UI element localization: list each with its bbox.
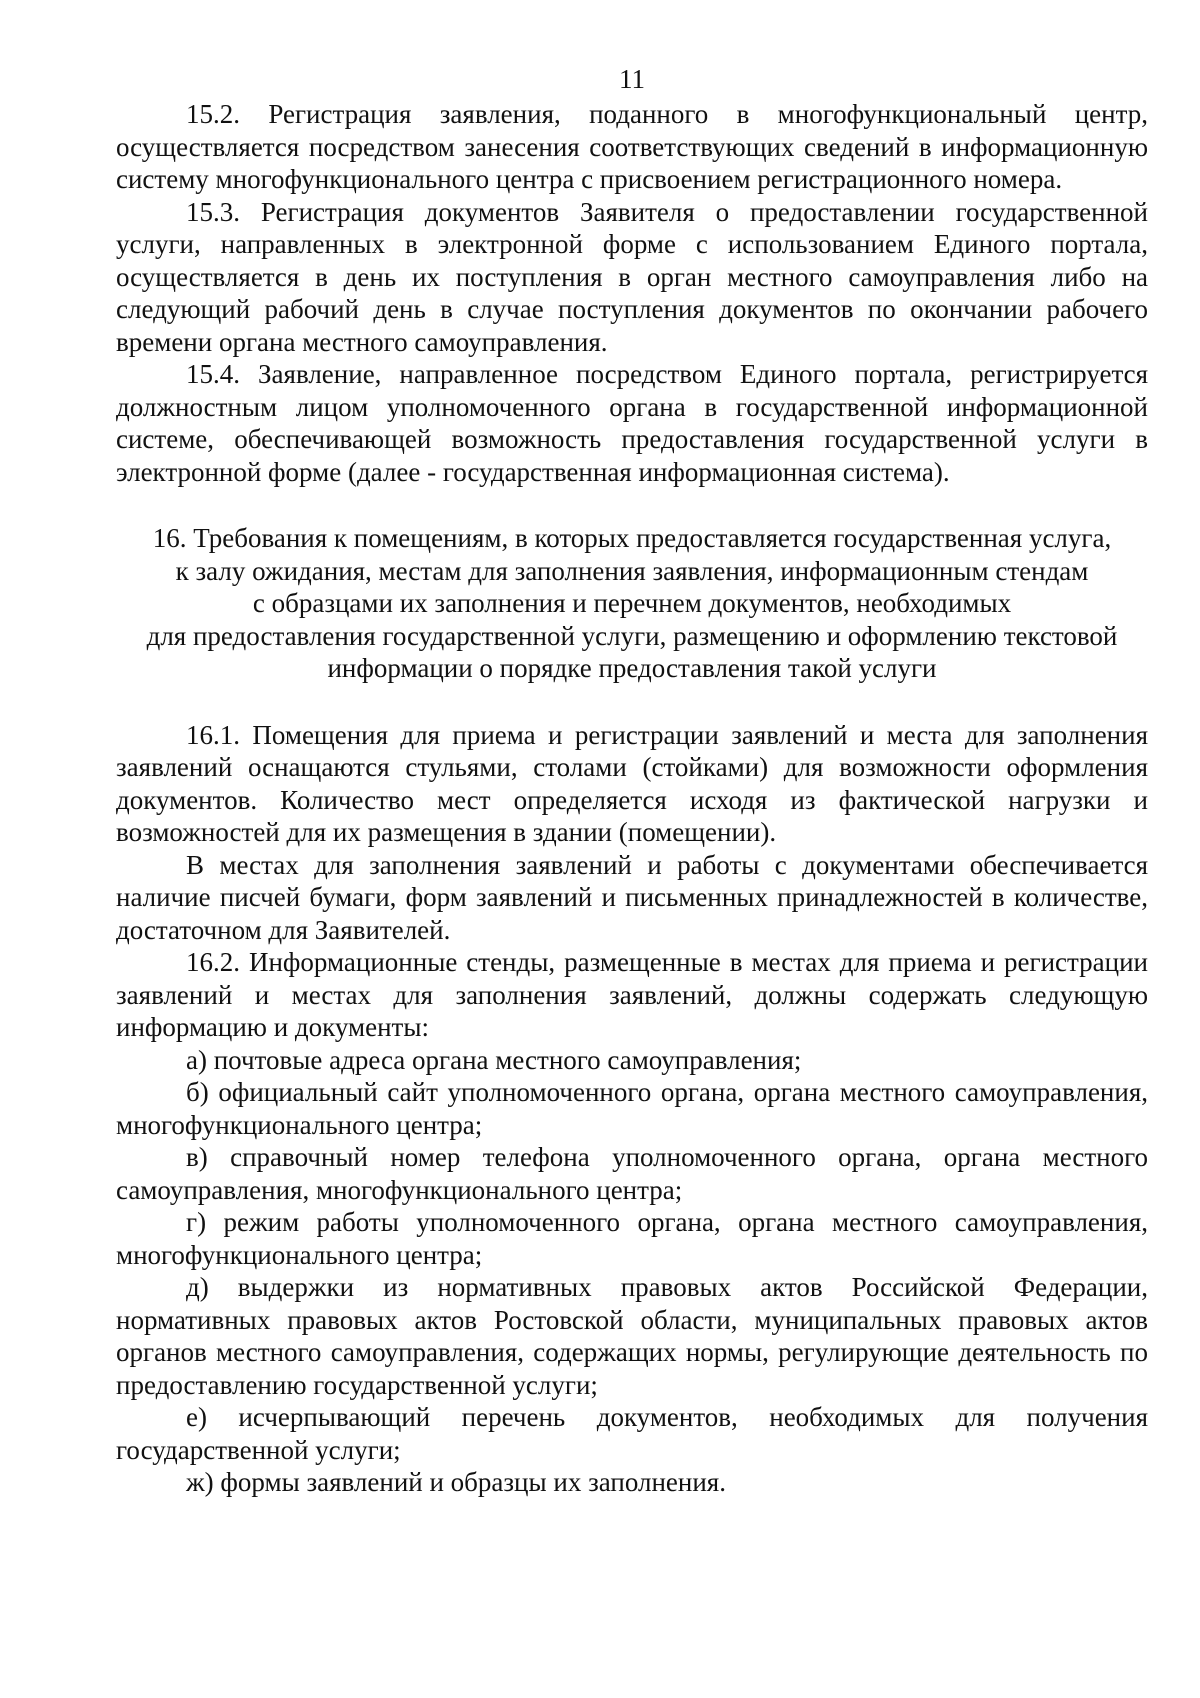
section-heading-16	[116, 522, 1148, 685]
list-item-d: д) выдержки из нормативных правовых актов Российской Федерации, нормативных правовых актов Ростовской области, муниципальных правовых актов органов местного самоуправления, содержащих нормы, регулирующие деятельность по предоставлению государственной услуги;	[116, 1272, 1148, 1400]
heading-line: к залу ожидания, местам для заполнения заявления, информационным стендам	[175, 555, 1089, 586]
list-item-e: е) исчерпывающий перечень документов, необходимых для получения государственной услуги;	[116, 1402, 1148, 1465]
paragraph-16-2: 16.2. Информационные стенды, размещенные в местах для приема и регистрации заявлений и местах для заполнения заявлений, должны содержать следующую информацию и документы:	[116, 947, 1148, 1042]
list-item-zh: ж) формы заявлений и образцы их заполнения.	[186, 1467, 726, 1497]
paragraph-15-2: 15.2. Регистрация заявления, поданного в многофункциональный центр, осуществляется посредством занесения соответствующих сведений в информационную систему многофункционального центра с присвоением регистрационного номера.	[116, 99, 1148, 194]
paragraph-15-3: 15.3. Регистрация документов Заявителя о предоставлении государственной услуги, направленных в электронной форме с использованием Единого портала, осуществляется в день их поступления в орган местного самоуправления либо на следующий рабочий день в случае поступления документов по окончании рабочего времени органа местного самоуправления.	[116, 196, 1148, 357]
paragraph-15-4: 15.4. Заявление, направленное посредством Единого портала, регистрируется должностным лицом уполномоченного органа в государственной информационной системе, обеспечивающей возможность предоставления государственной услуги в электронной форме (далее - государственная информационная система).	[116, 359, 1148, 487]
heading-line: для предоставления государственной услуги, размещению и оформлению текстовой	[146, 620, 1118, 651]
list-item-a: а) почтовые адреса органа местного самоуправления;	[186, 1044, 802, 1075]
list-item-g: г) режим работы уполномоченного органа, органа местного самоуправления, многофункционального центра;	[116, 1207, 1148, 1270]
paragraph-workplaces: В местах для заполнения заявлений и работы с документами обеспечивается наличие писчей бумаги, форм заявлений и письменных принадлежностей в количестве, достаточном для Заявителей.	[116, 849, 1148, 945]
heading-line: 16. Требования к помещениям, в которых предоставляется государственная услуга,	[152, 523, 1112, 553]
list-item-b: б) официальный сайт уполномоченного органа, органа местного самоуправления, многофункционального центра;	[116, 1077, 1148, 1140]
heading-line: информации о порядке предоставления такой услуги	[327, 653, 937, 683]
page-number: 11	[619, 64, 645, 94]
paragraph-16-1: 16.1. Помещения для приема и регистрации заявлений и места для заполнения заявлений оснащаются стульями, столами (стойками) для возможности оформления документов. Количество мест определяется исходя из фактической нагрузки и возможностей для их размещения в здании (помещении).	[116, 719, 1148, 847]
list-item-v: в) справочный номер телефона уполномоченного органа, органа местного самоуправления, многофункционального центра;	[116, 1142, 1148, 1205]
heading-line: с образцами их заполнения и перечнем документов, необходимых	[252, 588, 1012, 618]
